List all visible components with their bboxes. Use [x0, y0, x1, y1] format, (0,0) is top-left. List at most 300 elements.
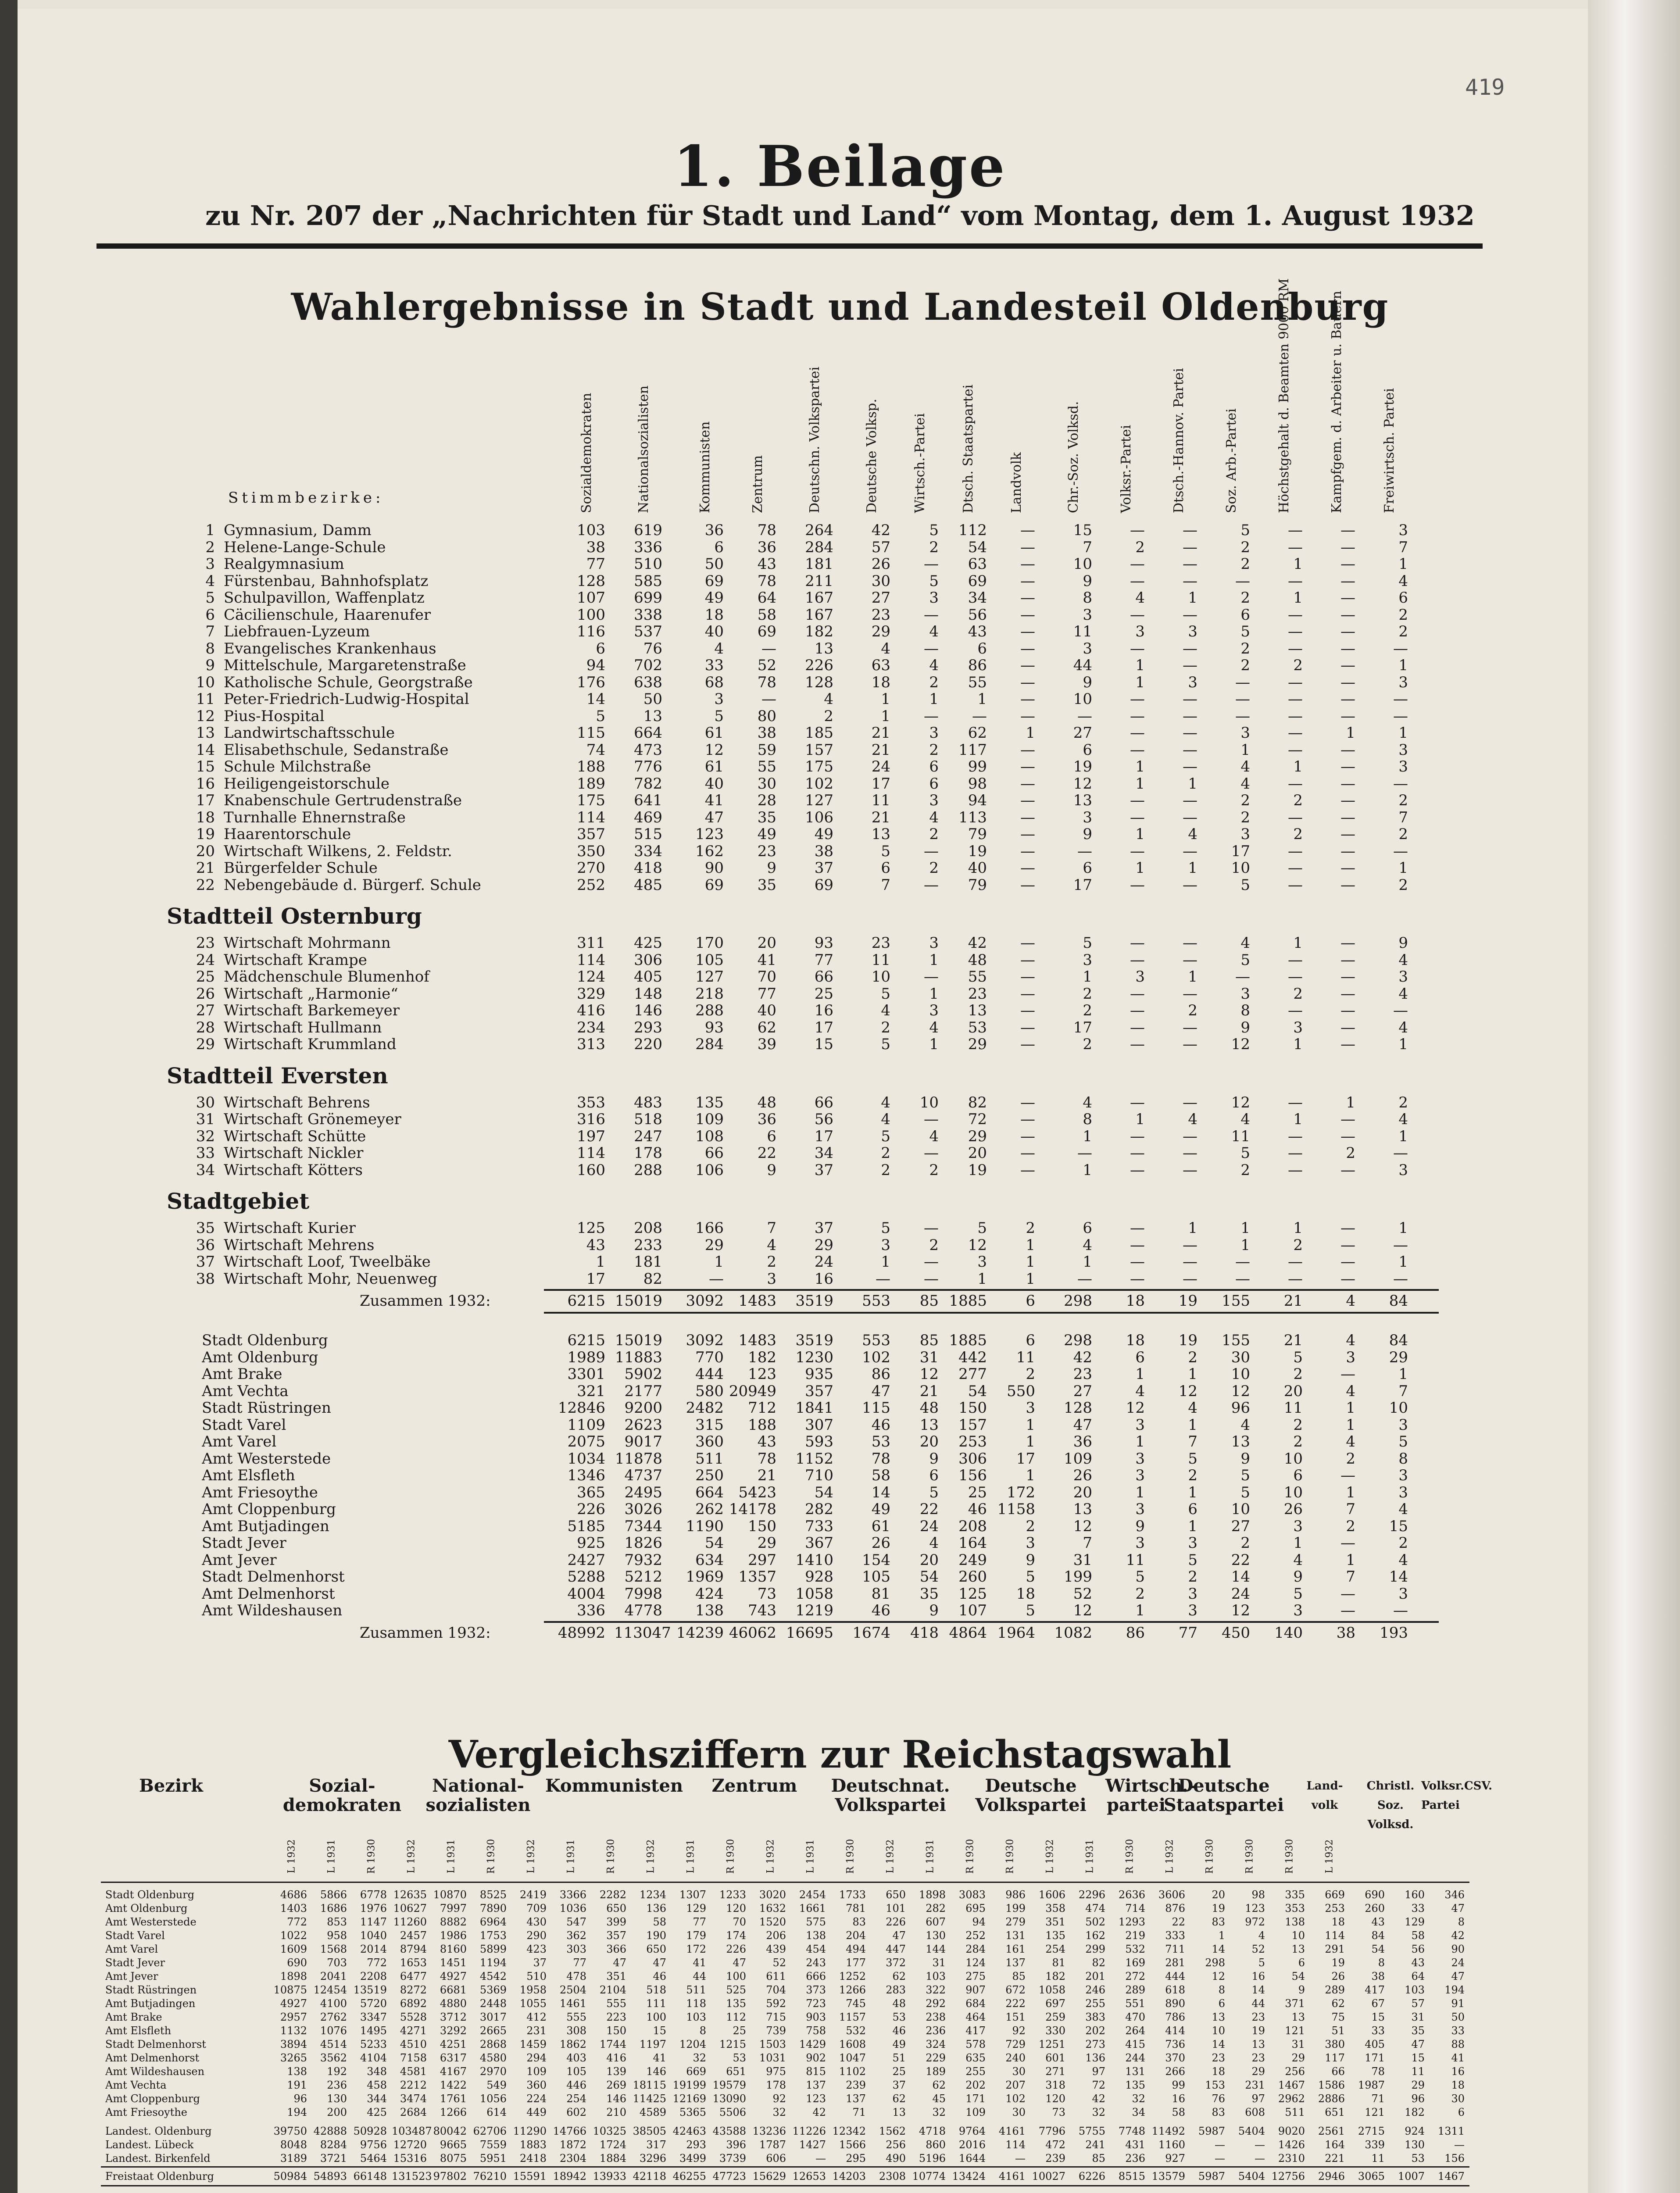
comparison-value: 2636: [1118, 1889, 1145, 1901]
comparison-value: 229: [926, 2052, 946, 2064]
cell-value: 6: [1398, 589, 1408, 607]
comparison-value: 22: [1172, 1916, 1185, 1928]
comparison-value: 12635: [393, 1889, 427, 1901]
comparison-value: 14: [1212, 1943, 1225, 1955]
cell-value: 61: [871, 1517, 890, 1535]
cell-value: 1346: [567, 1467, 605, 1484]
cell-value: —: [1340, 1161, 1355, 1179]
cell-value: 925: [577, 1534, 605, 1552]
comparison-value: 986: [1005, 1889, 1026, 1901]
comparison-value: 162: [1085, 1929, 1105, 1942]
comparison-value: 490: [886, 2152, 906, 2164]
comparison-value: 439: [766, 1943, 786, 1955]
cell-value: 2: [881, 1144, 890, 1162]
comparison-value: 1451: [440, 1957, 467, 1969]
total-value: 3519: [795, 1292, 833, 1310]
cell-value: 155: [1222, 1332, 1250, 1349]
cell-value: 2: [1398, 825, 1408, 843]
cell-value: 329: [577, 985, 605, 1003]
district-number: 33: [196, 1144, 215, 1162]
comparison-value: 5720: [360, 1997, 387, 2010]
comparison-value: 85: [1092, 2152, 1105, 2164]
comparison-value: 578: [965, 2038, 986, 2050]
cell-value: 249: [958, 1551, 987, 1569]
cell-value: 29: [757, 1534, 776, 1552]
cell-value: 935: [805, 1365, 833, 1383]
total-value: 113047: [614, 1624, 671, 1642]
district-name: Liebfrauen-Lyzeum: [224, 623, 370, 640]
comparison-value: 204: [846, 1929, 866, 1942]
section-heading: Stadtteil Osternburg: [167, 903, 422, 929]
comparison-value: 4718: [919, 2125, 946, 2137]
cell-value: 17: [814, 1018, 833, 1036]
party-column-label: Zentrum: [750, 455, 765, 513]
comparison-value: 607: [926, 1916, 946, 1928]
comparison-value: 114: [1005, 2139, 1026, 2151]
area-name: Amt Elsfleth: [202, 1467, 295, 1484]
comparison-value: 7158: [400, 2052, 427, 2064]
cell-value: 175: [577, 792, 605, 809]
comparison-value: 137: [1005, 1957, 1026, 1969]
cell-value: 553: [862, 1332, 890, 1349]
comparison-value: 5951: [479, 2152, 507, 2164]
cell-value: 22: [919, 1500, 939, 1518]
party-column-label: Wirtsch.-Partei: [912, 413, 928, 513]
comparison-value: 4271: [400, 2025, 427, 2037]
comparison-value: 239: [846, 2079, 866, 2091]
district-number: 1: [205, 521, 215, 539]
cell-value: 293: [634, 1018, 662, 1036]
comparison-value: 299: [1085, 1943, 1105, 1955]
cell-value: 1: [1026, 1236, 1035, 1254]
district-number: 38: [196, 1270, 215, 1288]
comparison-value: 383: [1085, 2011, 1105, 2023]
party-column-header: [1121, 368, 1147, 513]
comparison-value: 470: [1125, 2011, 1145, 2023]
comparison-district: Amt Oldenburg: [105, 1902, 188, 1914]
comparison-value: 222: [1005, 1997, 1026, 2010]
cell-value: 1: [1026, 1467, 1035, 1484]
total-value: 418: [910, 1624, 939, 1642]
cell-value: 94: [586, 657, 605, 674]
cell-value: —: [1130, 1018, 1145, 1036]
cell-value: —: [1288, 673, 1303, 691]
cell-value: —: [1183, 657, 1197, 674]
cell-value: 54: [919, 1568, 939, 1586]
cell-value: —: [1183, 639, 1197, 657]
comparison-value: 150: [606, 2025, 626, 2037]
cell-value: 2: [1293, 985, 1303, 1003]
cell-value: 13: [919, 1416, 939, 1434]
comparison-value: 33: [1451, 2025, 1465, 2037]
cell-value: 150: [958, 1399, 987, 1417]
cell-value: 31: [919, 1348, 939, 1366]
cell-value: 664: [634, 724, 662, 742]
cell-value: 20: [968, 1144, 987, 1162]
comparison-value: 2041: [320, 1970, 347, 1982]
cell-value: 14178: [729, 1500, 776, 1518]
cell-value: 518: [634, 1111, 662, 1128]
cell-value: 80: [757, 707, 776, 725]
cell-value: 4: [929, 1534, 939, 1552]
comparison-value: 1987: [1358, 2079, 1385, 2091]
comparison-value: —: [1015, 2152, 1026, 2164]
comparison-value: 322: [926, 1984, 946, 1996]
comparison-value: 13: [1212, 2011, 1225, 2023]
comparison-value: 114: [1325, 1929, 1345, 1942]
comparison-value: 57: [1411, 1997, 1425, 2010]
comparison-value: 47723: [712, 2170, 746, 2182]
area-name: Amt Vechta: [202, 1382, 289, 1400]
comparison-row: [0, 1902, 1680, 1915]
cell-value: 26: [1283, 1500, 1303, 1518]
cell-value: 54: [814, 1483, 833, 1501]
comparison-value: 9764: [958, 2125, 986, 2137]
total-value: 553: [862, 1292, 890, 1310]
cell-value: 10: [1231, 859, 1250, 877]
cell-value: 2: [1240, 792, 1250, 809]
cell-value: 5: [1135, 1568, 1145, 1586]
cell-value: —: [1130, 808, 1145, 826]
comparison-district: Amt Brake: [105, 2011, 162, 2023]
comparison-value: 715: [766, 2011, 786, 2023]
comparison-value: 308: [566, 2025, 586, 2037]
cell-value: 321: [577, 1382, 605, 1400]
cell-value: —: [1020, 1002, 1035, 1019]
comparison-value: 9: [1298, 1984, 1305, 1996]
comparison-value: 14: [1212, 2038, 1225, 2050]
comparison-value: 1311: [1437, 2125, 1465, 2137]
total-value: 155: [1222, 1292, 1250, 1310]
total-value: 38: [1336, 1624, 1355, 1642]
table-row: [0, 1220, 1680, 1236]
comparison-value: 1862: [559, 2038, 586, 2050]
cell-value: 50: [643, 690, 662, 708]
party-column-label: Chr.-Soz. Volksd.: [1066, 401, 1081, 513]
cell-value: 102: [805, 775, 833, 793]
comparison-value: 511: [1285, 2106, 1305, 2118]
comparison-value: 1467: [1437, 2170, 1465, 2182]
supplement-title: 1. Beilage: [673, 134, 1007, 200]
cell-value: 1989: [567, 1348, 605, 1366]
comparison-value: 51: [892, 2052, 906, 2064]
comparison-value: 690: [287, 1957, 307, 1969]
cell-value: —: [1130, 606, 1145, 624]
cell-value: 1: [1398, 1127, 1408, 1145]
district-number: 24: [196, 951, 215, 969]
cell-value: 550: [1007, 1382, 1035, 1400]
cell-value: 154: [862, 1551, 890, 1569]
cell-value: 5: [881, 1127, 890, 1145]
comparison-value: 6226: [1078, 2170, 1105, 2182]
cell-value: —: [1340, 1018, 1355, 1036]
cell-value: 4: [1188, 1399, 1197, 1417]
cell-value: 78: [757, 572, 776, 590]
cell-value: 4: [1188, 825, 1197, 843]
comparison-header: Wirtsch.-partei: [1105, 1775, 1196, 1815]
cell-value: 17: [1231, 842, 1250, 860]
comparison-value: 729: [1005, 2038, 1026, 2050]
comparison-subheader: L 1931: [326, 1839, 337, 1874]
comparison-value: 555: [566, 2011, 586, 2023]
cell-value: —: [1020, 1144, 1035, 1162]
comparison-value: 431: [1125, 2139, 1145, 2151]
cell-value: 2: [929, 1236, 939, 1254]
comparison-value: 9665: [440, 2139, 467, 2151]
table-row: [0, 573, 1680, 589]
cell-value: —: [1288, 639, 1303, 657]
cell-value: 485: [634, 876, 662, 894]
comparison-value: 1047: [839, 2052, 866, 2064]
comparison-value: 32: [1132, 2093, 1145, 2105]
cell-value: 1230: [795, 1348, 833, 1366]
district-number: 13: [196, 724, 215, 742]
district-name: Mädchenschule Blumenhof: [224, 968, 429, 985]
comparison-value: 83: [1212, 1916, 1225, 1928]
comparison-value: 136: [646, 1902, 666, 1914]
comparison-value: 860: [926, 2139, 946, 2151]
cell-value: —: [1183, 808, 1197, 826]
comparison-value: 8272: [400, 1984, 427, 1996]
cell-value: —: [1393, 1270, 1408, 1288]
comparison-subheader: L 1932: [1044, 1839, 1056, 1874]
area-name: Amt Friesoythe: [202, 1484, 318, 1501]
comparison-value: 10774: [912, 2170, 946, 2182]
cell-value: —: [1020, 825, 1035, 843]
cell-value: 69: [704, 572, 724, 590]
comparison-value: 171: [1365, 2052, 1385, 2064]
cell-value: 33: [704, 657, 724, 674]
cell-value: 365: [577, 1483, 605, 1501]
comparison-value: 51: [1331, 2025, 1345, 2037]
district-name: Wirtschaft Mehrens: [224, 1236, 375, 1254]
cell-value: 3: [1398, 758, 1408, 775]
cell-value: —: [1020, 985, 1035, 1003]
comparison-header: Bezirk: [139, 1775, 203, 1796]
cell-value: 46: [871, 1416, 890, 1434]
table-row: [0, 1002, 1680, 1019]
comparison-value: 81: [1052, 1957, 1065, 1969]
cell-value: 1: [1135, 673, 1145, 691]
comparison-value: 3347: [360, 2011, 387, 2023]
cell-value: 4: [1346, 1433, 1355, 1450]
cell-value: 7: [1083, 1534, 1092, 1552]
comparison-value: 30: [1451, 2093, 1465, 2105]
district-number: 17: [196, 792, 215, 809]
cell-value: 3: [767, 1270, 776, 1288]
cell-value: 1: [881, 707, 890, 725]
cell-value: 537: [634, 623, 662, 640]
district-number: 14: [196, 741, 215, 759]
cell-value: 1: [1293, 1219, 1303, 1237]
cell-value: —: [1130, 951, 1145, 969]
cell-value: 3: [1398, 1585, 1408, 1603]
total-value: 77: [1178, 1624, 1197, 1642]
cell-value: 297: [748, 1551, 776, 1569]
total-rule: [544, 1621, 1439, 1623]
comparison-value: 5755: [1078, 2125, 1105, 2137]
comparison-value: 1040: [360, 1929, 387, 1942]
cell-value: 48: [968, 951, 987, 969]
cell-value: —: [1340, 741, 1355, 759]
comparison-value: 324: [926, 2038, 946, 2050]
comparison-heading: Vergleichsziffern zur Reichstagswahl: [448, 1732, 1232, 1777]
comparison-row: [0, 2152, 1680, 2165]
cell-value: —: [1288, 1161, 1303, 1179]
cell-value: 42: [1073, 1348, 1092, 1366]
comparison-value: 62: [892, 1970, 906, 1982]
comparison-value: 78: [1371, 2065, 1385, 2078]
comparison-row: [0, 1929, 1680, 1942]
comparison-value: 853: [327, 1916, 347, 1928]
comparison-subheader: R 1930: [1124, 1839, 1136, 1874]
cell-value: 72: [968, 1111, 987, 1128]
cell-value: 3: [1293, 1018, 1303, 1036]
comparison-value: 135: [1045, 1929, 1065, 1942]
comparison-value: 11425: [633, 2093, 666, 2105]
comparison-value: 160: [1405, 1889, 1425, 1901]
cell-value: —: [1130, 934, 1145, 952]
comparison-value: 23: [1212, 2052, 1225, 2064]
total-value: 85: [919, 1292, 939, 1310]
comparison-subheader: L 1931: [1084, 1839, 1096, 1874]
comparison-value: 30: [1012, 2106, 1026, 2118]
cell-value: 4004: [567, 1585, 605, 1603]
cell-value: 336: [634, 538, 662, 556]
cell-value: 4: [1398, 985, 1408, 1003]
comparison-value: 3894: [280, 2038, 307, 2050]
cell-value: —: [924, 639, 939, 657]
cell-value: 167: [805, 606, 833, 624]
comparison-value: 130: [327, 2093, 347, 2105]
cell-value: 5: [977, 1219, 987, 1237]
cell-value: 1: [1293, 758, 1303, 775]
party-column-header: [1173, 368, 1200, 513]
section-heading: Stadtgebiet: [167, 1188, 310, 1214]
cell-value: 57: [871, 538, 890, 556]
table-row: [0, 1400, 1680, 1416]
table-row: [0, 1349, 1680, 1366]
party-column-header: [581, 368, 608, 513]
cell-value: 469: [634, 808, 662, 826]
district-name: Haarentorschule: [224, 826, 351, 843]
cell-value: 189: [577, 775, 605, 793]
comparison-value: 1520: [759, 1916, 786, 1928]
comparison-value: 12454: [313, 1984, 347, 1996]
cell-value: 1: [1346, 1399, 1355, 1417]
cell-value: 11: [1073, 623, 1092, 640]
cell-value: 1: [1083, 1253, 1092, 1271]
cell-value: 29: [968, 1036, 987, 1053]
cell-value: 2: [929, 741, 939, 759]
party-column-label: Soz. Arb.-Partei: [1224, 408, 1239, 513]
comparison-value: 430: [526, 1916, 547, 1928]
comparison-value: 174: [726, 1929, 746, 1942]
comparison-value: 1058: [1038, 1984, 1065, 1996]
comparison-value: 5: [1258, 1957, 1265, 1969]
comparison-value: 417: [1365, 1984, 1385, 1996]
comparison-header: Deutsche Staatspartei: [1163, 1775, 1284, 1815]
cell-value: 4: [881, 1002, 890, 1019]
comparison-value: 2310: [1278, 2152, 1305, 2164]
cell-value: 1: [1188, 1416, 1197, 1434]
comparison-value: 7559: [479, 2139, 507, 2151]
cell-value: 9017: [624, 1433, 662, 1450]
cell-value: —: [1020, 555, 1035, 573]
cell-value: 5: [1240, 1483, 1250, 1501]
comparison-value: 5404: [1238, 2170, 1265, 2182]
cell-value: 109: [695, 1111, 724, 1128]
comparison-value: 1761: [440, 2093, 467, 2105]
cell-value: 3: [977, 1253, 987, 1271]
cell-value: 1: [881, 690, 890, 708]
cell-value: —: [1288, 606, 1303, 624]
cell-value: 58: [871, 1467, 890, 1484]
comparison-value: 264: [1125, 2025, 1145, 2037]
comparison-value: 30: [1012, 2065, 1026, 2078]
cell-value: 13: [1231, 1433, 1250, 1450]
cell-value: 77: [586, 555, 605, 573]
cell-value: 1: [1026, 1433, 1035, 1450]
cell-value: 114: [577, 808, 605, 826]
district-name: Helene-Lange-Schule: [224, 539, 386, 556]
cell-value: 316: [577, 1111, 605, 1128]
cell-value: —: [1183, 934, 1197, 952]
cell-value: 10: [1389, 1399, 1408, 1417]
cell-value: 6: [1083, 741, 1092, 759]
cell-value: —: [1130, 1002, 1145, 1019]
total-row: [0, 1625, 1680, 1641]
cell-value: —: [1288, 572, 1303, 590]
comparison-header: Land-volk: [1306, 1779, 1343, 1812]
comparison-value: 1459: [519, 2038, 547, 2050]
cell-value: 220: [634, 1036, 662, 1053]
cell-value: 14: [1389, 1568, 1408, 1586]
cell-value: 1: [1188, 589, 1197, 607]
cell-value: 20: [919, 1433, 939, 1450]
cell-value: 4: [1240, 1416, 1250, 1434]
comparison-value: 2886: [1318, 2093, 1345, 2105]
comparison-value: 207: [1005, 2079, 1026, 2091]
comparison-value: 111: [646, 1997, 666, 2010]
cell-value: 3: [929, 792, 939, 809]
cell-value: 3: [1188, 1585, 1197, 1603]
cell-value: 1969: [686, 1568, 724, 1586]
comparison-subheader: R 1930: [1004, 1839, 1016, 1874]
cell-value: 70: [757, 968, 776, 986]
comparison-value: 48: [892, 1997, 906, 2010]
cell-value: 36: [757, 538, 776, 556]
table-row: [0, 860, 1680, 876]
cell-value: —: [1183, 538, 1197, 556]
table-row: [0, 1271, 1680, 1287]
cell-value: 76: [643, 639, 662, 657]
cell-value: 1: [1188, 968, 1197, 986]
cell-value: 1483: [738, 1332, 776, 1349]
comparison-value: 135: [726, 1997, 746, 2010]
cell-value: 1: [977, 1270, 987, 1288]
comparison-value: 53: [1411, 2152, 1425, 2164]
comparison-district: Amt Wildeshausen: [105, 2065, 205, 2078]
cell-value: 515: [634, 825, 662, 843]
cell-value: 3: [1398, 521, 1408, 539]
cell-value: 1: [1398, 657, 1408, 674]
cell-value: 1: [1083, 1127, 1092, 1145]
comparison-value: 425: [367, 2106, 387, 2118]
cell-value: 128: [577, 572, 605, 590]
comparison-value: 26: [1331, 1970, 1345, 1982]
comparison-value: 4104: [360, 2052, 387, 2064]
